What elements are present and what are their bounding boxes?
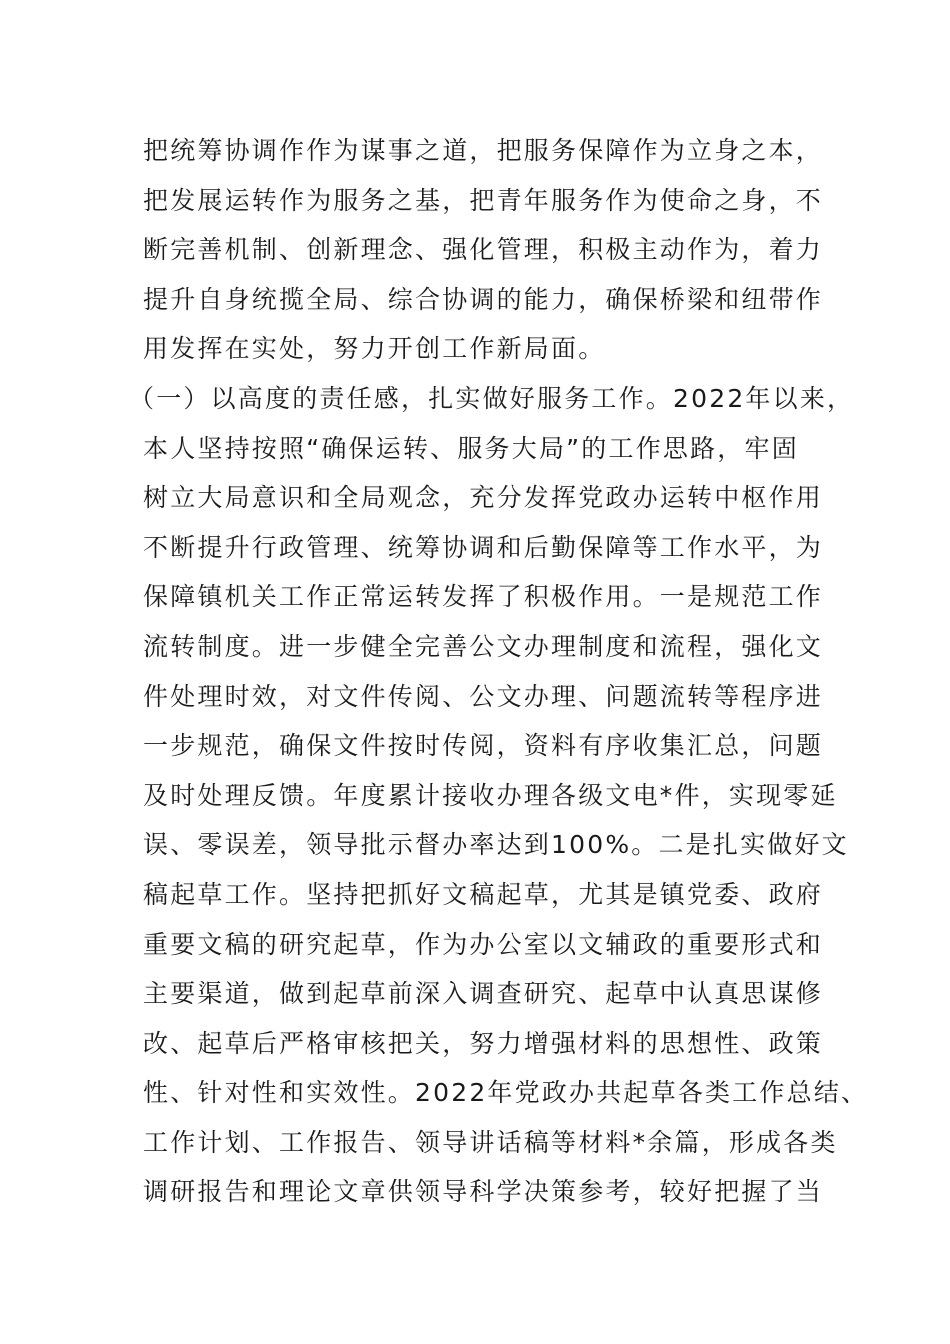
text-line: 改、起草后严格审核把关，努力增强材料的思想性、政策 [143, 1028, 824, 1058]
text-line: 工作计划、工作报告、领导讲话稿等材料*余篇，形成各类 [143, 1127, 838, 1157]
text-line: 一步规范，确保文件按时传阅，资料有序收集汇总，问题 [143, 731, 824, 761]
text-line: 及时处理反馈。年度累计接收办理各级文电*件，实现零延 [143, 780, 838, 810]
text-line: 把统筹协调作作为谋事之道，把服务保障作为立身之本， [143, 136, 824, 165]
text-line: 误、零误差，领导批示督办率达到100%。二是扎实做好文 [143, 830, 849, 860]
text-line: 不断提升行政管理、统筹协调和后勤保障等工作水平，为 [143, 532, 824, 562]
text-line: 性、针对性和实效性。2022年党政办共起草各类工作总结、 [143, 1078, 869, 1108]
section-heading-line: （一）以高度的责任感，扎实做好服务工作。2022年以来， [129, 383, 855, 413]
text-line: 本人坚持按照“确保运转、服务大局”的工作思路，牢固 [143, 433, 799, 463]
text-line: 提升自身统揽全局、综合协调的能力，确保桥梁和纽带作 [143, 284, 824, 314]
text-line: 用发挥在实处，努力开创工作新局面。 [143, 334, 606, 364]
text-line: 重要文稿的研究起草，作为办公室以文辅政的重要形式和 [143, 929, 824, 959]
text-line: 保障镇机关工作正常运转发挥了积极作用。一是规范工作 [143, 582, 824, 612]
text-line: 主要渠道，做到起草前深入调查研究、起草中认真思谋修 [143, 979, 824, 1009]
text-line: 件处理时效，对文件传阅、公文办理、问题流转等程序进 [143, 681, 824, 711]
text-line: 稿起草工作。坚持把抓好文稿起草，尤其是镇党委、政府 [143, 879, 824, 909]
text-line: 调研报告和理论文章供领导科学决策参考，较好把握了当 [143, 1177, 824, 1207]
text-line: 把发展运转作为服务之基，把青年服务作为使命之身，不 [143, 185, 824, 215]
text-line: 树立大局意识和全局观念，充分发挥党政办运转中枢作用 [143, 483, 824, 513]
text-line: 断完善机制、创新理念、强化管理，积极主动作为，着力 [143, 235, 824, 265]
text-line: 流转制度。进一步健全完善公文办理制度和流程，强化文 [143, 631, 824, 661]
document-body [129, 126, 869, 1217]
